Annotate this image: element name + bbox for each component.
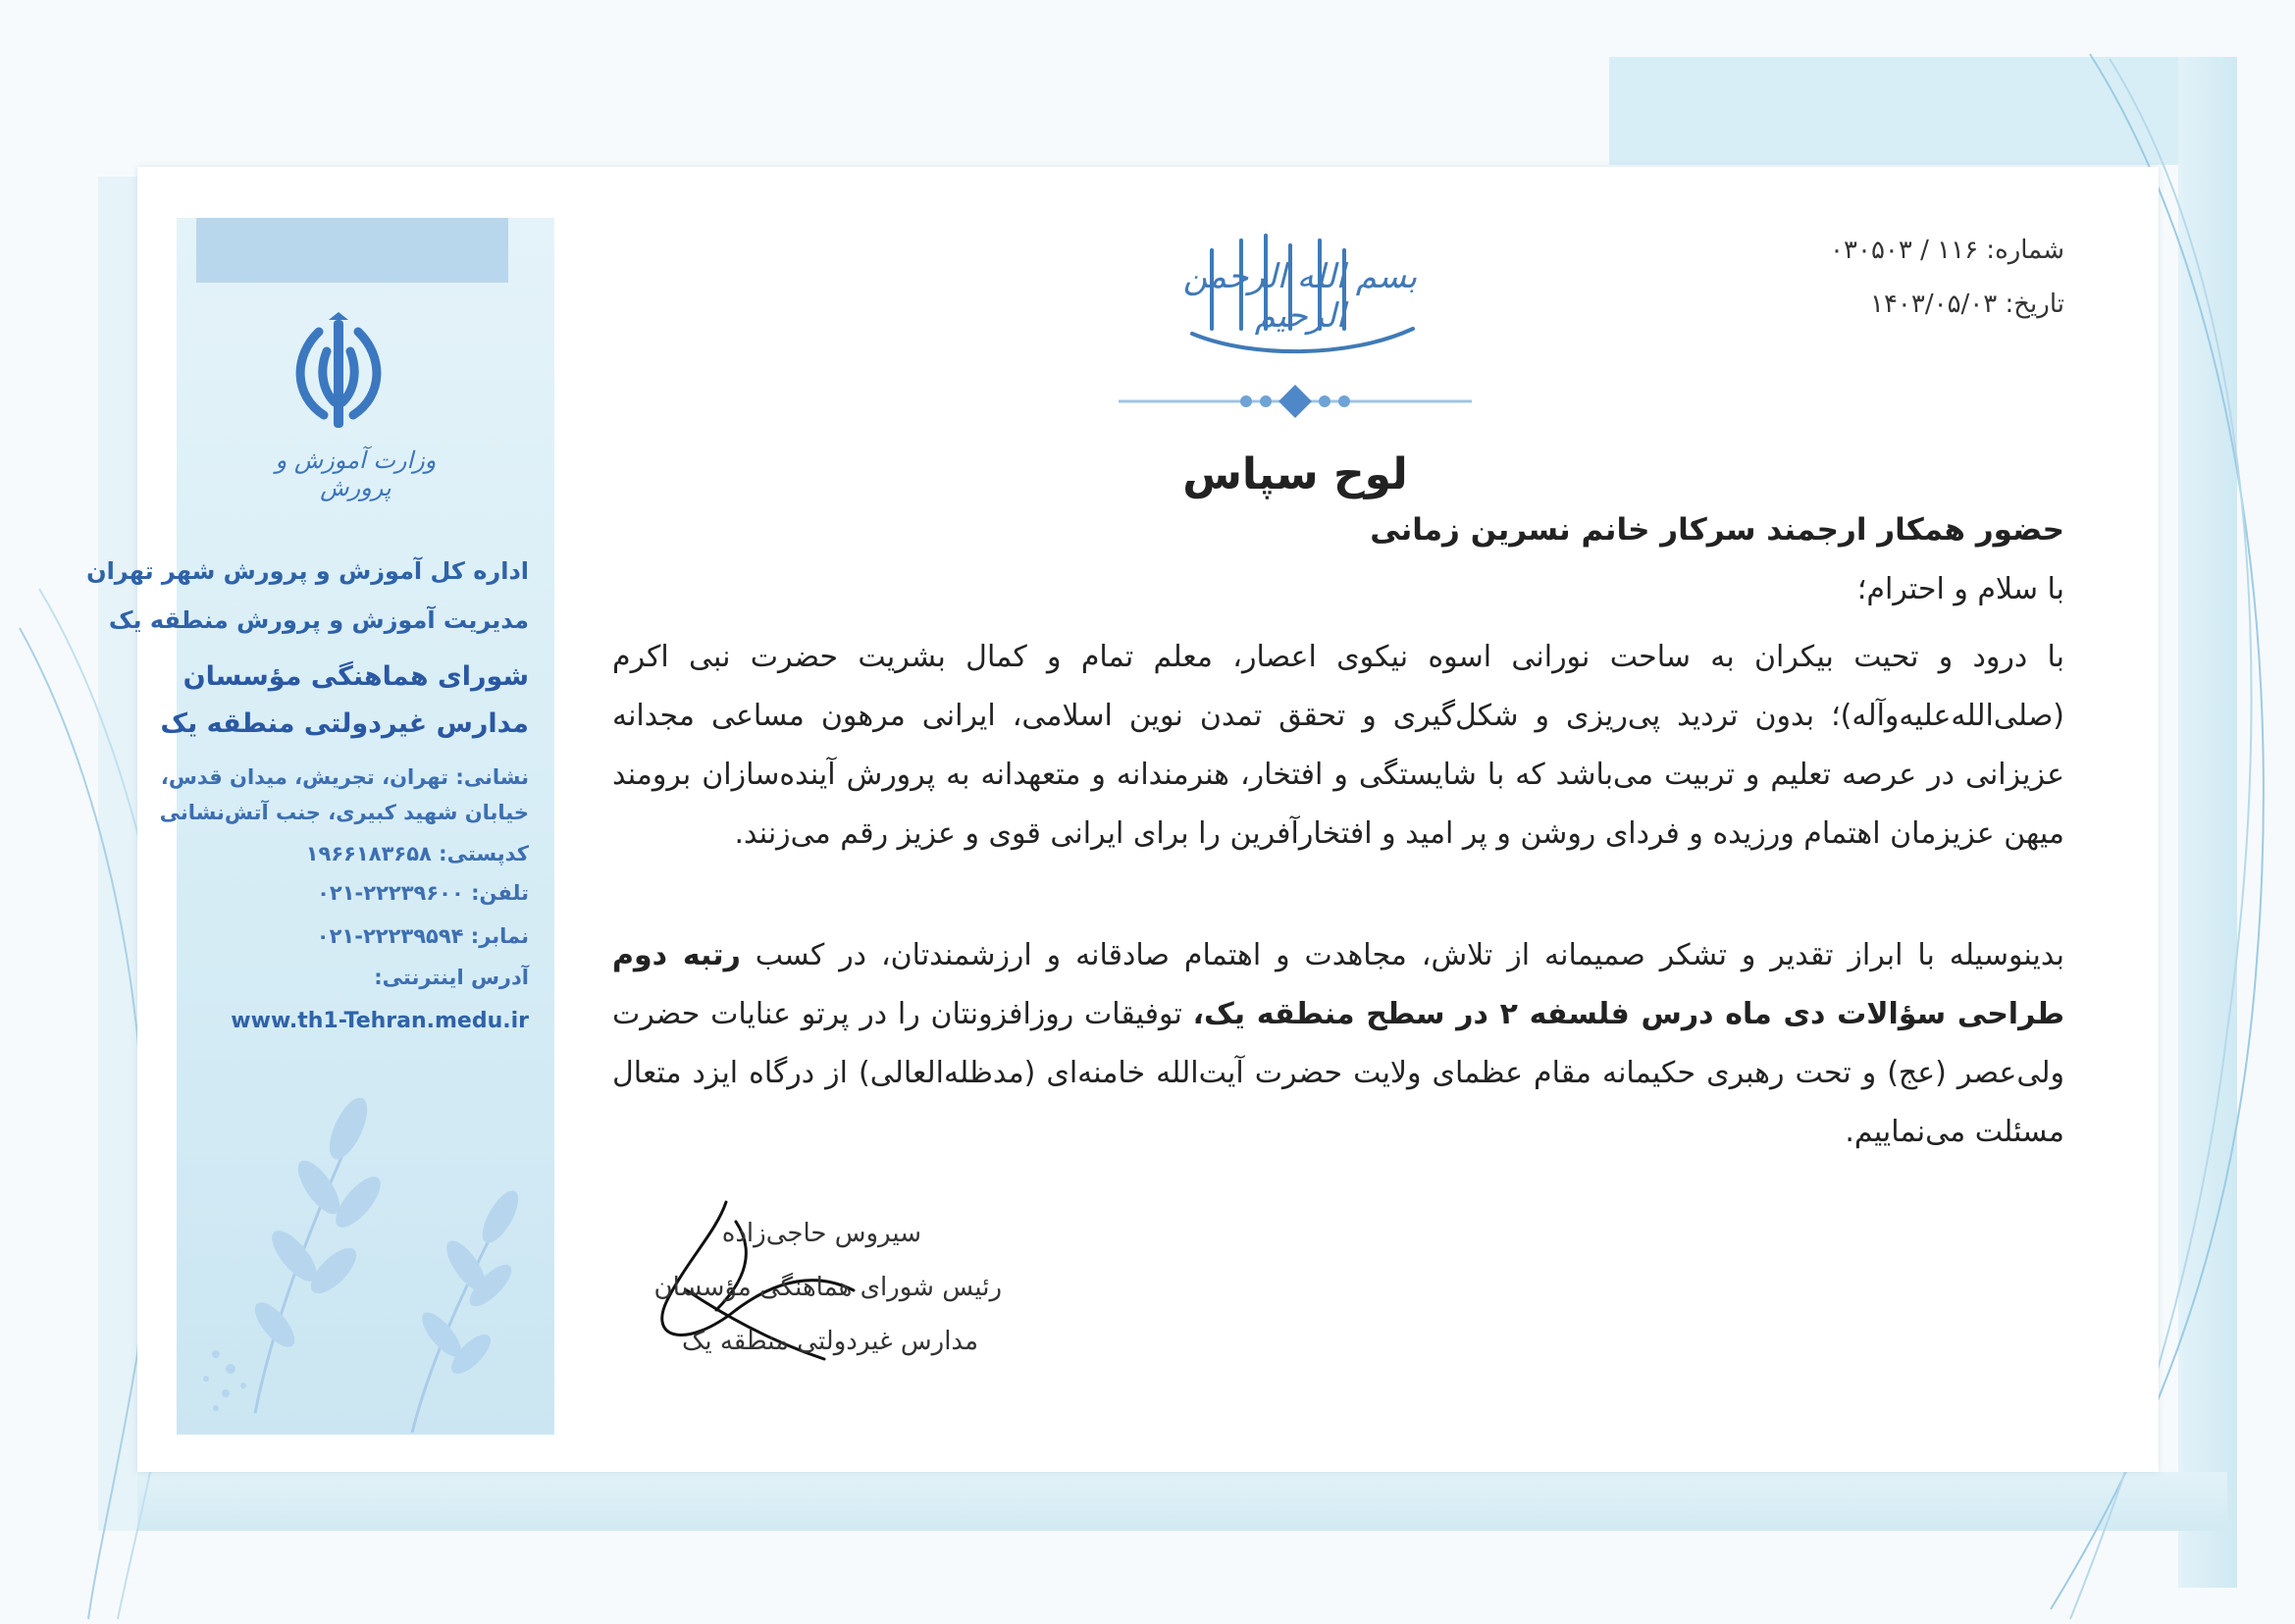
letter-number: شماره: ۱۱۶ / ۰۳۰۵۰۳ xyxy=(1830,236,2064,265)
divider-ornament-icon xyxy=(1119,385,1472,418)
letter-date: تاریخ: ۱۴۰۳/۰۵/۰۳ xyxy=(1869,289,2064,319)
sidebar-council-line-1: شورای هماهنگی مؤسسان xyxy=(183,661,529,692)
signer-name: سیروس حاجی‌زاده xyxy=(721,1219,921,1248)
paragraph-2-start: بدینوسیله با ابراز تقدیر و تشکر صمیمانه از تلاش، مجاهدت و اهتمام صادقانه و ارزشمندتان، در کسب xyxy=(740,938,2064,972)
bismillah-text: بسم الله الرحمن الرحیم xyxy=(1182,257,1418,336)
sidebar-phone: تلفن: ۲۲۲۳۹۶۰۰-۰۲۱ xyxy=(317,881,529,905)
page-title: لوح سپاس xyxy=(1182,449,1408,499)
sidebar-website-label: آدرس اینترنتی: xyxy=(374,966,529,989)
sidebar-postal-code: کدپستی: ۱۹۶۶۱۸۳۶۵۸ xyxy=(305,842,529,865)
sidebar-header-bar xyxy=(196,218,508,283)
body-paragraph-1: با درود و تحیت بیکران به ساحت نورانی اسوه نیکوی اعصار، معلم تمام و کمال بشریت حضرت نبی اکرم (صلی‌الله‌علیه‌وآله)؛ بدون تردید پی‌ریزی و شکل‌گیری و تحقق تمدن نوین اسلامی، ایرانی مرهون مساعی مجدانه عزیزانی در عرصه تعلیم و تربیت می‌باشد که با شایستگی و افتخار، هنرمندانه و متعهدانه به پرورش آینده‌سازان برومند میهن عزیزمان اهتمام ورزیده و فردای روشن و پر امید و افتخارآفرین را برای ایرانی قوی و عزیز رقم می‌زنند. xyxy=(612,640,2064,851)
sidebar-website-link[interactable]: www.th1-Tehran.medu.ir xyxy=(231,1009,529,1033)
sidebar-fax: نمابر: ۲۲۲۳۹۵۹۴-۰۲۱ xyxy=(316,924,529,948)
signer-title-line-1: رئیس شورای هماهنگی مؤسسان xyxy=(653,1273,1002,1302)
leaves-decoration-icon xyxy=(177,1021,554,1433)
sidebar-council-line-2: مدارس غیردولتی منطقه یک xyxy=(160,708,529,739)
signer-title-line-2: مدارس غیردولتی منطقه یک xyxy=(682,1327,978,1356)
body-paragraph-2 xyxy=(612,926,2064,1162)
achievement-highlight: رتبه دوم طراحی سؤالات دی ماه درس فلسفه ۲ در سطح منطقه یک، xyxy=(612,938,2065,1031)
sidebar-address-line-2: خیابان شهید کبیری، جنب آتش‌نشانی xyxy=(159,801,529,824)
greeting-line: با سلام و احترام؛ xyxy=(1856,572,2064,606)
iran-emblem-icon xyxy=(289,312,388,435)
paragraph-2-end: توفیقات روزافزونتان را در پرتو عنایات حضرت ولی‌عصر (عج) و تحت رهبری حکیمانه مقام عظمای ولایت حضرت آیت‌الله خامنه‌ای (مدظله‌العالی) از درگاه ایزد متعال مسئلت می‌نماییم. xyxy=(612,997,2064,1149)
sidebar-office-line-1: اداره کل آموزش و پرورش شهر تهران xyxy=(86,557,529,585)
sidebar-address-line-1: نشانی: تهران، تجریش، میدان قدس، xyxy=(160,765,529,789)
ministry-name: وزارت آموزش و پرورش xyxy=(275,446,437,501)
recipient-line: حضور همکار ارجمند سرکار خانم نسرین زمانی xyxy=(1370,512,2064,548)
sidebar-office-line-2: مدیریت آموزش و پرورش منطقه یک xyxy=(108,606,529,634)
